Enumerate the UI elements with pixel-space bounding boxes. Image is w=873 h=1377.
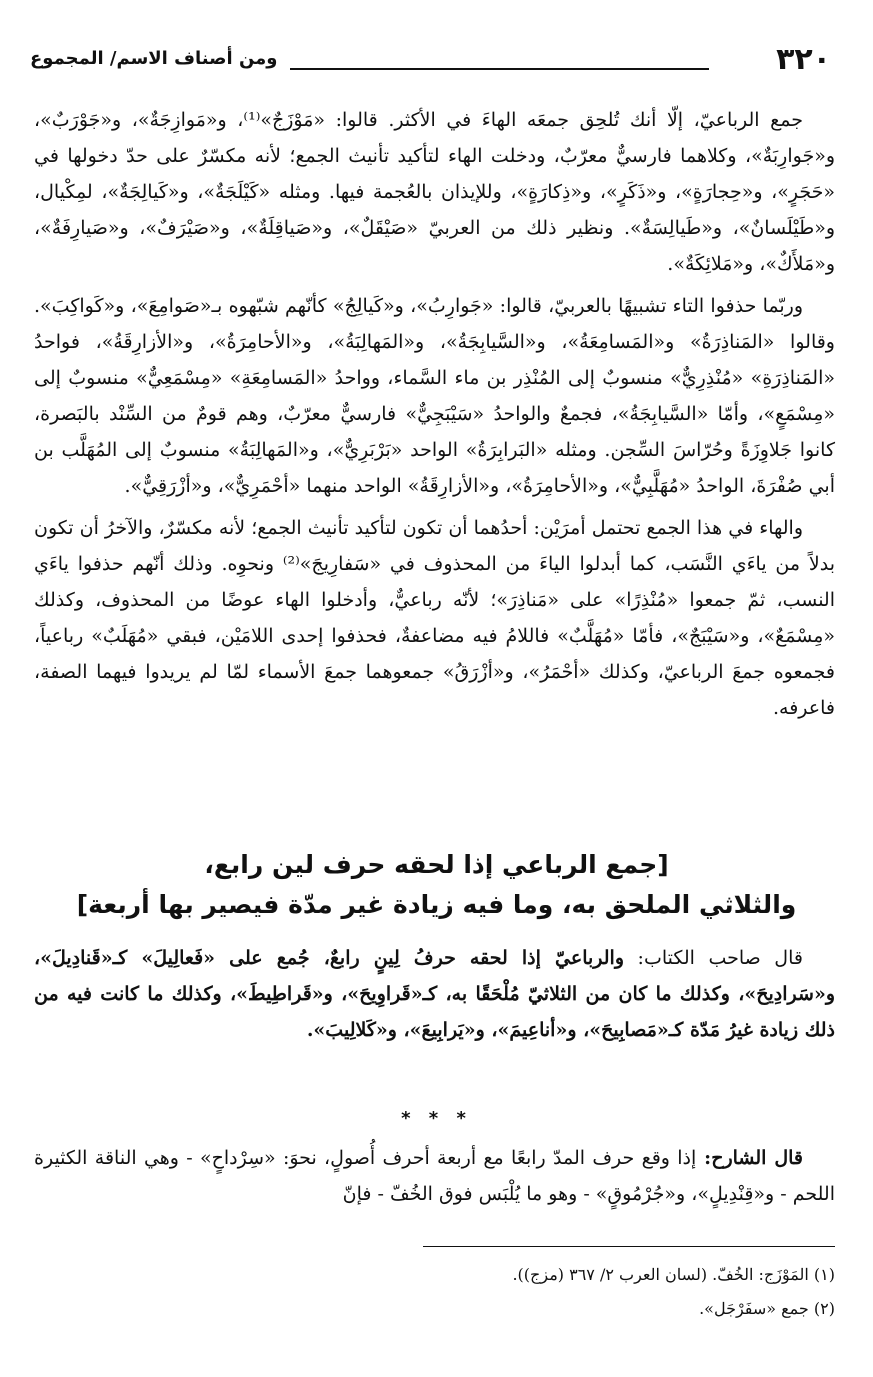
- page-header: [30, 40, 831, 80]
- footnote: (١) المَوْزَج: الخُفّ. (لسان العرب ٢/ ٣٦٧ (مزج)).: [512, 1265, 835, 1284]
- section-heading-line: والثلاثي الملحق به، وما فيه زيادة غير مدّة فيصير بها أربعة]: [76, 890, 797, 919]
- section-heading: [60, 845, 813, 925]
- paragraph: والهاء في هذا الجمع تحتمل أمرَيْن: أحدُهما أن تكون لتأكيد تأنيث الجمع؛ لأنه مكسّرٌ، والآخرُ أن تكون بدلاً من ياءَي النَّسَب، كما أبدلوا الياءَ من المحذوف في «سَفارِيجَ»⁽²⁾ ونحوِه. وذلك أنّهم حذفوا ياءَي النسب، ثمّ جمعوا «مُنْذِرًا» على «مَناذِرَ»؛ لأنّه رباعيٌّ، وأدخلوا الهاء عوضًا من المحذوف، وكذلك «مِسْمَعٌ»، و«سَيْبَجٌ»، فأمّا «مُهَلَّبٌ» فاللامُ فيه مضاعفةٌ، فحذفوا إحدى اللامَيْن، فبقي «مُهَلَبٌ» رباعياً، فجمعوه جمعَ الرباعيّ، وكذلك «أحْمَرُ»، و«أزْرَقُ» جمعوهما جمعَ الأسماء لمّا لم يريدوا فيهما الصفة، فاعرفه.: [34, 517, 835, 719]
- sharh-body: إذا وقع حرف المدّ رابعًا مع أربعة أحرف أُصولٍ، نحوَ: «سِرْداحٍ» - وهي الناقة الكثيرة اللحم - و«قِنْدِيلٍ»، و«جُرْمُوقٍ» - وهو ما يُلْبَس فوق الخُفّ - فإنّ: [34, 1147, 835, 1205]
- matn-paragraph: [34, 940, 835, 1048]
- matn-body: والرباعيّ إذا لحقه حرفُ لِينٍ رابعٌ، جُمع على «فَعالِيلَ» كـ«قَنادِيلَ»، و«سَرادِيحَ»، وكذلك ما كان من الثلاثيّ مُلْحَقًا به، كـ«قَراوِيحَ»، و«قَراطِيطَ»، وكذلك ما كانت فيه من ذلك زيادة غيرُ مَدّة كـ«مَصابِيحَ»، و«أناعِيمَ»، و«يَرابِيعَ»، و«كَلالِيبَ».: [34, 947, 835, 1041]
- running-title: ومن أصناف الاسم/ المجموع: [30, 48, 278, 69]
- section-heading-line: [جمع الرباعي إذا لحقه حرف لين رابع،: [204, 850, 669, 879]
- matn-text: [34, 940, 835, 1054]
- sharh-text: [34, 1140, 835, 1218]
- sharh-paragraph: [34, 1140, 835, 1212]
- sharh-label: قال الشارح:: [696, 1147, 803, 1169]
- section-separator: * * *: [401, 1108, 472, 1129]
- paragraph: وربّما حذفوا التاء تشبيهًا بالعربيّ، قالوا: «جَوارِبُ»، و«كَيالِجُ» كأنّهم شبّهوه بـ«صَوامِعَ»، و«كَواكِبَ». وقالوا «المَناذِرَةُ» و«المَسامِعَةُ»، و«السَّيابِجَةُ»، و«المَهالِبَةُ»، و«الأحامِرَةُ»، و«الأزارِقَةُ»، فواحدُ «المَناذِرَةِ» «مُنْذِرِيٌّ» منسوبٌ إلى المُنْذِر بن ماء السَّماء، وواحدُ «المَسامِعَةِ» «مِسْمَعِيٌّ» منسوبٌ إلى «مِسْمَعٍ»، وأمّا «السَّيابِجَةُ»، فجمعٌ والواحدُ «سَيْبَجِيٌّ» فارسيٌّ معرّبٌ، وهم قومٌ من السِّنْد بالبَصرة، كانوا جَلاوِزَةً وحُرّاسَ السِّجن. ومثله «البَرابِرَةُ» الواحد «بَرْبَرِيٌّ»، و«المَهالِبَةُ» منسوبٌ إلى المُهَلَّب بن أبي صُفْرَةَ، الواحدُ «مُهَلَّبِيٌّ»، و«الأحامِرَةُ»، و«الأزارِقَةُ» الواحد منهما «أحْمَرِيٌّ»، و«أزْرَقِيٌّ».: [34, 295, 835, 497]
- footnote-divider: [423, 1246, 835, 1247]
- footnotes: [34, 1258, 835, 1326]
- header-rule: [290, 68, 709, 70]
- paragraph: جمع الرباعيّ، إلّا أنك تُلحِق جمعَه الهاءَ في الأكثر. قالوا: «مَوْزَجٌ»⁽¹⁾، و«مَوازِجَةٌ»، و«جَوْرَبٌ»، و«جَوارِبَةٌ»، وكلاهما فارسيٌّ معرّبٌ، ودخلت الهاء لتأكيد تأنيث الجمع؛ لأنه مكسّرٌ على حدّ دخولها في «حَجَرٍ»، و«حِجارَةٍ»، و«ذَكَرٍ»، و«ذِكارَةٍ»، وللإيذان بالعُجمة فيها. ومثله «كَيْلَجَةٌ»، و«كَيالِجَةٌ»، لمِكْيال، و«طَيْلَسانٌ»، و«طَيالِسَةٌ». ونظير ذلك من العربيّ «صَيْقَلٌ»، و«صَياقِلَةٌ»، و«صَيْرَفٌ»، و«صَيارِفَةٌ»، و«مَلأَكٌ»، و«مَلائِكَةٌ».: [34, 109, 835, 275]
- body-text: [34, 102, 835, 732]
- matn-intro: قال صاحب الكتاب:: [624, 947, 803, 969]
- footnote: (٢) جمع «سفَرْجَل».: [699, 1299, 835, 1318]
- page-number: ٣٢٠: [776, 42, 831, 77]
